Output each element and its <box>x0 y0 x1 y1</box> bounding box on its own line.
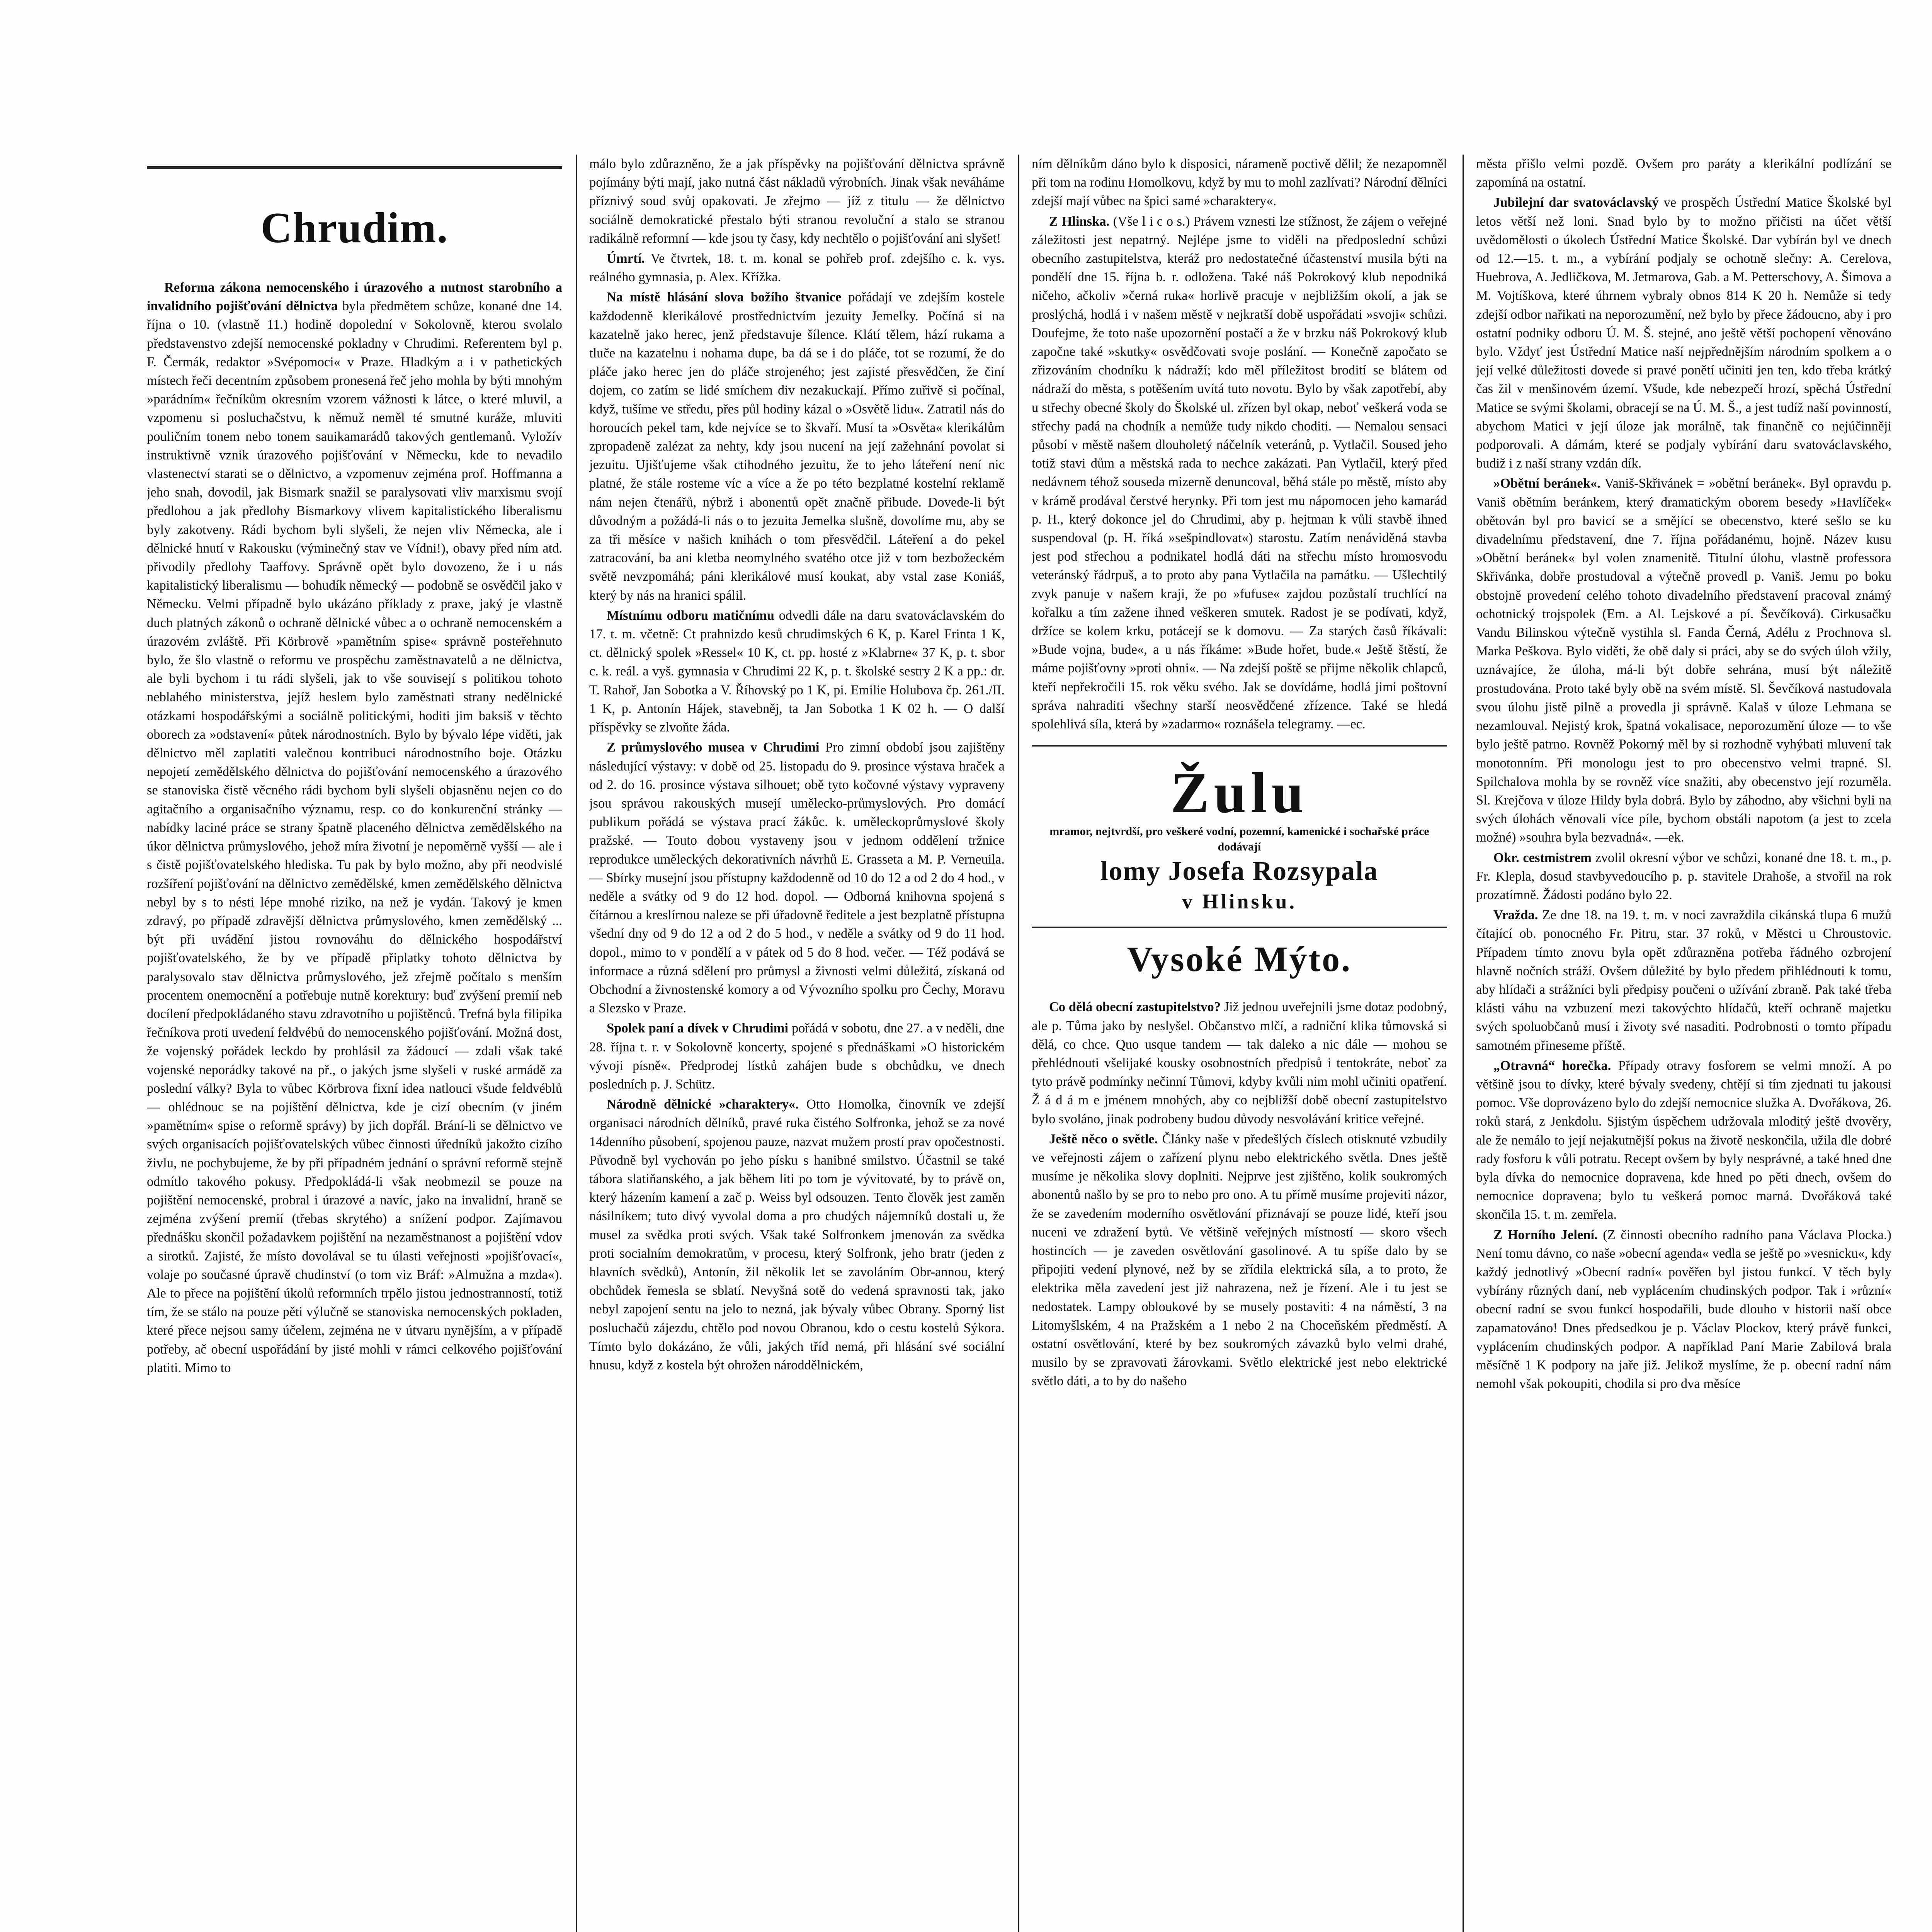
article-text: ním dělníkům dáno bylo k disposici, nárameně poctivě dělil; že nezapomněl při tom na rodinu Homolkovu, když by mu to mohl zazlívati? Národní dělníci zdejší mají vůbec na špici samé »charaktery«. <box>1032 156 1447 209</box>
article-paragraph <box>147 278 562 1377</box>
column-2 <box>589 155 1005 1932</box>
ad-description: mramor, nejtvrdší, pro veškeré vodní, pozemní, kamenické i sochařské práce dodávají <box>1049 825 1429 854</box>
article-lead: Co dělá obecní zastupitelstvo? <box>1049 1000 1221 1015</box>
article-lead: Úmrtí. <box>607 251 645 266</box>
article-text: ve prospěch Ústřední Matice Školské byl letos větší než loni. Snad bylo by to možno přičisti na účet větší uvědomělosti o úkolech Ústřední Matice Školské. Dar vybírán byl ve dnech od 12.—15. t. m., a vybírání podjaly se ochotně slečny: A. Cerelova, Huebrova, A. Jedličkova, M. Jetmarova, Gab. a M. Petterschovy, A. Šimova a M. Vojtíškova, které úhrnem vybraly obnos 814 K 20 h. Nemůže si tedy zdejší odbor nařikati na neporozumění, než bylo by přece žádoucno, aby i pro ostatní podniky odboru Ú. M. Š. stejné, ano ještě větší pochopení věnováno bylo. Vždyť jest Ústřední Matice naší nejpřednějším národním spolkem a o její velké důležitosti dovede si pravé ponětí učiniti jen ten, kdo třeba krátký čas žil v menšinovém území. Všude, kde nebezpečí hrozí, spěchá Ústřední Matice se svými školami, obracejí se na Ú. M. Š., a jest tudíž naší povinností, abychom Matici v její úloze jak morálně, tak finančně co nejúčinněji podporovali. A dámám, které se podjaly vybírání daru svatováclavského, budiž i z naší strany vzdán dík. <box>1476 195 1891 471</box>
article-text: města přišlo velmi pozdě. Ovšem pro paráty a klerikální podlízání se zapomíná na ostatní. <box>1476 156 1891 190</box>
column-1-body <box>147 278 562 1377</box>
section-heading-chrudim: Chrudim. <box>260 204 449 252</box>
article-text: (Vše l i c o s.) Právem vznesti lze stížnost, že zájem o veřejné záležitosti jest nepatrný. Nejlépe jsme to viděli na předposlední schůzi obecního zastupitelstva, kteráž pro nedostatečné účastenství musila býti na pondělí dne 15. října b. r. odložena. Také náš Pokrokový klub nepodniká ničeho, ačkoliv »černá ruka« horlivě pracuje v nejbližším okolí, a jak se proslýchá, hodlá i v našem městě v nejkratší době uspořádati »svoji« schůzi. Doufejme, že toto naše upozornění postačí a že v brzku náš Pokrokový klub započne také »skutky« osvědčovati svoje poslání. — Konečně započato se zřizováním chodníku k nádraží; kdo měl příležitost brodití se blátem od nádraží do města, s potěšením uvítá tuto novotu. Bylo by však zapotřebí, aby u střechy obecné školy do Školské ul. zřízen byl okap, neboť veškerá voda se střechy padá na chodník a nemůže tudy nikdo choditi. — Nemalou sensaci působí v městě našem dlouholetý náčelník veteránů, p. Vytlačil. Soused jeho totiž stavi dům a městská rada to nechce zakázati. Pan Vytlačil, který před nedávnem téhož souseda mizerně denuncoval, běhá stále po městě, místo aby v krámě prodával čerstvé herynky. Při tom jest mu nápomocen jeho kamarád p. H., který dokonce jel do Chrudimi, aby p. hejtman k vůli stavbě ihned suspendoval (p. H. říká »sešpindlovat«) starostu. Zatím nenáviděná stavba jest pod střechou a podnikatel hodlá dáti na střechu místo hromosvodu veteránský řádrpuš, a to proto aby pana Vytlačila na památku. — Ušlechtilý zvyk panuje v našem kraji, že po »fufuse« zajdou pozůstalí truchlící na kořalku a tím zažene ihned veškeren smutek. Radost je se podívati, když, držíce se kolem krku, potácejí se k domovu. — Za starých časů říkávali: »Bude vojna, bude«, a u nás říkáme: »Bude hořet, bude.« Ještě štěstí, že máme pojišťovny »proti ohni«. — Na zdejší poště se přijme několik chlapců, kteří nepřekročili 15. rok věku svého. Jak se dovídáme, hodlá jimi poštovní správa nahraditi všechny starší neosvědčené zřízence. Také se hledá spolehlivá síla, která by »zadarmo« roznášela telegramy. —ec. <box>1032 214 1447 732</box>
article-text: Případy otravy fosforem se velmi množí. A po většině jsou to dívky, které bývaly svedeny, chtějí si tím zjednati tu jakousi pomoc. Vše doprovázeno bylo do zdejší nemocnice služka A. Dvořákova, 26. roků stará, z Jenkdolu. Sjistým úspěchem udržovala mloditý ještě dvověry, ale že nemálo to její nejakutnější pokus na životě neskončila, užila dle dobré rady fosforu k vůli potratu. Recept ovšem by byly nesprávné, a také hned dne byla dívka do nemocnice dopravena, kde hned po pěti dnech, ovšem do nemocnice dopravena; bylo tu veškerá pomoc marná. Dvořáková také skončila 15. t. m. zemřela. <box>1476 1058 1891 1222</box>
article-paragraph <box>589 606 1005 736</box>
article-paragraph <box>1032 998 1447 1128</box>
article-paragraph <box>1476 193 1891 473</box>
column-divider <box>1463 155 1464 1932</box>
article-text: zvolil okresní výbor ve schůzi, konané dne 18. t. m., p. Fr. Klepla, dosud stavbyvedoucího p. p. stavitele Drahoše, a stvořil na rok prozatímně. Žádosti podáno bylo 22. <box>1476 850 1891 902</box>
advertisement <box>1032 762 1447 915</box>
column-divider <box>1018 155 1019 1932</box>
article-lead: Spolek paní a dívek v Chrudimi <box>607 1021 789 1036</box>
article-lead: Reforma zákona nemocenského i úrazového a nutnost starobního a invalidního pojišťování dělnictva <box>147 280 562 314</box>
section-divider <box>1032 745 1447 747</box>
column-divider <box>576 155 577 1932</box>
article-paragraph <box>1476 474 1891 847</box>
article-paragraph <box>1032 155 1447 211</box>
column-2-body <box>589 155 1005 1374</box>
article-text: (Z činnosti obecního radního pana Václava Plocka.) Není tomu dávno, co naše »obecní agenda« vedla se ještě po »vesnicku«, kdy každý jednotlivý »Obecní radní« pověřen byl jistou funkcí. V těch byly vybírány různých daní, neb vyplácením chudinských podpor. Tak i »různí« obecní radní se svou funkcí hospodařili, bude dlouho v historii naší obce zapamatováno! Dnes předsedkou je p. Václav Plockov, který právě funkci, vyplácením chudinských podpor. A například Paní Marie Zabilová brala měsíčně 1 K podpory na jaře již. Jelikož myslíme, že p. obecní radní nám nemohl však pokoupiti, chodila si pro dva měsíce <box>1476 1227 1891 1391</box>
top-rule <box>147 166 562 169</box>
article-lead: Vražda. <box>1493 908 1538 923</box>
article-text: Otto Homolka, činovník ve zdejší organisaci národních dělníků, pravé ruka čistého Solfronka, jehož se za nové 14denního působení, spojenou pauze, nazvat mužem prostí prav opočestnosti. Původně byl vychován po jeho písku s hanibné smilstvo. Účastnil se také tábora slatiňanského, a jak během liti po tom je vývitovaté, by to právě on, který házením kamení a zač p. Weiss byl odsouzen. Tento člověk jest zaměn násilníkem; tuto divý vyvolal doma a pro chudých nájemníků dostali u, že musel za svědka proti svých. Však také Solfronkem jmenován za svědka proti socialním demokratům, v procesu, který Solfronk, jeho bratr (jeden z hlavních svědků), Antonín, žil několik let se zavoláním Obr-annou, který obchůdek řemesla se sblatí. Nevyšná sotě do vedená spravnosti tak, jako nebyl zapojení sentu na jelo to nezná, jak bývaly vůbec Obrany. Sporný list posluchačů zájezdu, chtělo pod novou Obranou, kdo o cestu kostelů Sýkora. Tímto bylo dokázáno, že vůli, jakých tříd nemá, při hlásání své sociální hnusu, když z kostela být ohrožen národdělnickém, <box>589 1097 1005 1372</box>
ad-firm-name: lomy Josefa Rozsypala <box>1100 856 1378 886</box>
article-lead: „Otravná“ horečka. <box>1493 1058 1611 1073</box>
article-text: Vaniš-Skřivánek = »obětní beránek«. Byl opravdu p. Vaniš obětním beránkem, který dramatickým oborem besedy »Havlíček« obětován byl pro bavicí se a smějící se obecenstvo, které sešlo se ku divadelnímu představení, dne 7. října pořádanému, hojně. Název kusu »Obětní beránek« byl volen znamenitě. Titulní úlohu, vlastně professora Skřivánka, dobře prostudoval a výtečně provedl p. Vaniš. Jemu po boku obstojně provedení celého tohoto divadelního představení pracoval známý ochotnický trojspolek (Em. a Al. Lejskové a pí. Ševčíková). Cirkusačku Vandu Bilinskou výtečně vystihla sl. Fanda Černá, Adélu z Prochnova sl. Marka Peškova. Bylo viděti, že obě daly si práci, aby se do svých úloh vžily, uznávajíce, že úloha, má-li být dobře sehrána, musí být náležitě prostudována. Proto také byly obě na svém místě. Sl. Ševčíková nastudovala svou úlohu jistě pilně a provedla ji správně. Kalaš v úloze Lehmana se nezamlouval. Nejistý krok, špatná vokalisace, neporozumění úloze — to vše bylo ještě patrno. Rovněž Pokorný měl by si rozhodně vyhýbati mluvení tak monotonním. Při monologu jest to pro obecenstvo velmi trapné. Sl. Spilchalova mohla by se rovněž více snažiti, aby obecenstvo její rozuměla. Sl. Krejčova v úloze Hildy byla dobrá. Bylo by záhodno, aby všichni byli na svých úlohách věnovali více píle, bychom obstáli napotom (a jest to zcela možné) »souhra byla bezvadná«. —ek. <box>1476 476 1891 845</box>
article-text: Ve čtvrtek, 18. t. m. konal se pohřeb prof. zdejšího c. k. vys. reálného gymnasia, p. Alex. Křížka. <box>589 251 1005 285</box>
ad-headline: Žulu <box>1170 761 1308 825</box>
article-paragraph <box>589 288 1005 604</box>
article-lead: Místnímu odboru matičnímu <box>607 608 774 623</box>
article-paragraph <box>1476 849 1891 905</box>
ad-place: v Hlinsku. <box>1182 890 1297 913</box>
article-paragraph <box>1476 906 1891 1055</box>
section-heading-vysoke-myto: Vysoké Mýto. <box>1127 939 1352 979</box>
article-paragraph <box>1476 155 1891 192</box>
article-text: byla předmětem schůze, konané dne 14. října o 10. (vlastně 11.) hodině dopolední v Sokolovně, kterou svolalo představenstvo zdejší nemocenské pokladny v Chrudimi. Referentem byl p. F. Čermák, redaktor »Svépomoci« v Praze. Hladkým a i v pathetických místech řeči decentním způsobem pronesená řeč jeho mohla by býti mnohým »parádním« řečníkům okresním vzorem vážnosti k látce, o které mluvil, a vzpomenu si posluchačstvu, k němuž neměl té smutné kuráže, mluviti pouličním tonem nebo tonem sauikamarádů takových gentlemanů. Vyložív instruktivně vznik úrazového pojišťování v Německu, kde to nevadilo vlastenectví starati se o dělnictvo, a vzpomenuv zejména prof. Hoffmanna a jeho snah, dovodil, jak Bismark snažil se paralysovati vliv marxismu svojí předlohou a jak předlohy Bismarkovy vlivem kapitalistického liberalismu byly zakotveny. Rádi bychom byli slyšeli, že nejen vliv Německa, ale i dělnické hnutí v Rakousku (výminečný stav ve Vídni!), obavy před ním atd. přivodily předlohy Taaffovy. Správně opět bylo dovozeno, že i u nás kapitalistický liberalismu — bohudík německý — podobně se osvědčil jako v Německu. Velmi případně bylo ukázáno příklady z praxe, jaký je vlastně duch platných zákonů o ochraně dělnické vůbec a o ochraně nemocenském a úrazovém zvláště. Při Körbrově »pamětním spise« správně posteřehnuto bylo, že šlo vlastně o reformu ve prospěchu zaměstnavatelů a ne dělnictva, ale byli bychom i tu rádi slyšeli, jak to vše souvisejí s politikou tohoto neblahého ministerstva, jejíž heslem bylo zaměstnati strany nedělnické otázkami hospodářskými a sociálně politickými, hoditi jim baksiš v těchto oborech za »odstavení« půtek národnostních. Bylo by bývalo lépe viděti, jak dělnictvo měl zaplatiti valečnou kontribuci národnostního boje. Otázku nepojetí zemědělského dělnictva do pojišťování nemocenského a úrazového se stanoviska čistě věcného rádi bychom byli slyšeli objasněnu nejen co do agitačního a organisačního významu, resp. co do konkurenční stránky — nabídky laciné práce se strany špatně placeného dělnictva zemědělského na úkor dělnictva průmyslového, jehož míra životní je nepoměrně vyšší — ale i s čistě pojišťovatelského hlediska. Tu pak by bylo možno, aby při neodvislé rozšíření pojišťování na dělnictvo zemědělské, kmen zemědělského dělnictva nebyl by s to nésti lépe mnohé riziko, na než je vydán. Takový je kmen zdravý, po případě zdravější dělnictva průmyslového, kmen zemědělský ... být při uvádění jistou rovnováhu do dělnického hospodářství pojišťovatelského, že by ve případě připlatky tohoto dělnictva by paralysovalo stav dělnictva průmyslového, jež zřejmě počítalo s menším procentem onemocnění a potřebuje nutně korektury: buď zvýšení premií neb docílení předpokládaného stavu zdravotního u pojištěnců. Trefná byla filipika řečníkova proti uvedení feldvébů do nemocenského pojišťování. Možná dost, že vojenský pořádek leckdo by prohlásil za žádoucí — zdali však také vojenské neporádky takové na př., o jakých jsme slyšeli v ruské armádě za poslední války? Byla to vůbec Körbrova fixní idea natlouci všude feldvéblů — ohlédnouc se na pojištění dělnictva, kde je cizí obecním (v jiném »pamětním« spise o reformě správy) by jich dopřál. Brání-li se dělnictvo ve svých organisacích pojišťovatelských vůbec činnosti úředníků jakožto cizího živlu, ne pochybujeme, že by při případném jednání o správní reformě stejně odmítlo takového pokusy. Předpokládá-li však neobmezil se pouze na pojištění nemocenské, probral i úrazové a navíc, jako na invalidní, hraně se zejména zvýšení premií (třebas skrytého) a snížení podpor. Zajímavou přednášku skončil požadavkem pojištění na nezaměstnanost a pojištění vdov a sirotků. Zajisté, že místo dovolával se tu úlasti veřejnosti »pojišťovací«, volaje po současné úpravě chudinství (o tom viz Bráf: »Almužna a mzda«). Ale to přece na pojištění úkolů reformních trpělo jistou jednostranností, totiž tím, že se stálo na pouze pěti výlučně se stanoviska nemocenských pokladen, které přece nejsou samy účelem, zejména ne v útvaru nynějším, a v případě potřeby, ač obecní uspořádání by jisté mohli v rámci celkového pojišťování platiti. Mimo to <box>147 299 562 1375</box>
article-paragraph <box>1032 212 1447 734</box>
column-3-top-body <box>1032 155 1447 733</box>
article-paragraph <box>589 1095 1005 1374</box>
article-lead: Z Hlinska. <box>1049 214 1110 229</box>
article-text: Ze dne 18. na 19. t. m. v noci zavraždila cikánská tlupa 6 mužů čítající ob. ponocného Fr. Pitru, star. 37 roků, v Městci u Chroustovic. Případem tímto znovu byla opět zdůrazněna potřeba řádného ozbrojení hlavně nočních stráží. Ovšem důležité by bylo předem přihlédnouti k tomu, aby hlídači a strážníci byli předpisy poučeni o užívání zbraně. Pak také třeba klásti váhu na vzbuzení mezi takovýchto hlídačů, kteří ochraně majetku svých spoluobčanů musí i životy své nasaditi. Podrobnosti o tomto případu samotném přineseme příště. <box>1476 908 1891 1053</box>
section-divider <box>1032 927 1447 928</box>
column-3 <box>1032 155 1447 1932</box>
article-lead: Okr. cestmistrem <box>1493 850 1592 865</box>
article-paragraph <box>1476 1056 1891 1224</box>
article-paragraph <box>589 1019 1005 1094</box>
column-4-body <box>1476 155 1891 1393</box>
article-lead: Z Horního Jelení. <box>1493 1227 1598 1242</box>
article-lead: »Obětní beránek«. <box>1493 476 1600 491</box>
article-text: málo bylo zdůrazněno, že a jak příspěvky na pojišťování dělnictva správně pojímány býti mají, jako nutná část nákladů výrobních. Jinak však neváháme příznivý soud svůj opakovati. Je zřejmo — jíž z titulu — že dělnictvo sociálně demokratické přestalo býti stranou revoluční a stalo se stranou radikálně reformní — kde jsou ty časy, kdy nechtělo o pojišťování ani slyšet! <box>589 156 1005 246</box>
article-text: pořádají ve zdejším kostele každodenně klerikálové prostřednictvím jezuity Jemelky. Počíná si na kazatelně jako herec, jenž představuje šílence. Klátí tělem, hází rukama a tluče na kazatelnu i nohama dupe, ba dá se i do pláče, tot se rozumí, že do pláče jako herec jen do pláče strojeného; jest zajisté přesvědčen, že činí dojem, co zatím se lidé smíchem div nezakuckají. Přímo zuřivě si počínal, když, tušíme ve středu, přes půl hodiny kázal o »Osvětě lidu«. Zatratil nás do horoucích pekel tam, kde nejvíce se to škvaří. Musí ta »Osvěta« klerikálům zpropadeně zalézat za nehty, kdy jsou nucení na její zažehnání povolat si jezuitu. Ujišťujeme však ctihodného jezuitu, že to jeho láteření není nic platné, že stále rosteme víc a více a že po této bezplatné kostelní reklamě nám nejen čtenářů, nýbrž i abonentů opět značně přibude. Dovede-li být důvodným a požádá-li nás o to jezuita Jemelka slušně, dovolíme mu, aby se za tři měsíce v našich knihách o tom přesvědčil. Láteření a do pekel zatracování, ba ani kletba neomylného svatého otce již v tom bezbožeckém světě nevzpomáhá; páni klerikálové musí koukat, aby vstal zase Koniáš, který by nás na hranici spálil. <box>589 290 1005 603</box>
article-paragraph <box>589 738 1005 1017</box>
newspaper-page <box>147 155 1920 1932</box>
article-text: odvedli dále na daru svatováclavském do 17. t. m. včetně: Ct prahnizdo kesů chrudimských 6 K, p. Karel Frinta 1 K, ct. dělnický spolek »Ressel« 10 K, ct. pp. hosté z »Klabrne« 37 K, p. t. sbor c. k. reál. a vyš. gymnasia v Chrudimi 22 K, p. t. školské sestry 2 K a pp.: dr. T. Rahoř, Jan Sobotka a V. Říhovský po 1 K, pi. Emilie Holubova čp. 261./II. 1 K, p. Antonín Hájek, stavebněj, ta Jan Sobotka 1 K 02 h. — O další příspěvky se zlvoňte žáda. <box>589 608 1005 735</box>
column-1 <box>147 155 562 1932</box>
article-lead: Na místě hlásání slova božího štvanice <box>607 290 842 305</box>
article-lead: Národně dělnické »charaktery«. <box>607 1097 799 1112</box>
article-text: Články naše v předešlých číslech otisknuté vzbudily ve veřejnosti zájem o zařízení plynu nebo elektrického světla. Dnes ještě musíme je několika slovy doplniti. Nejprve jest zjištěno, kolik soukromých abonentů našlo by se pro to nebo pro ono. A tu přímě musíme projeviti názor, že se zavedením moderního osvětlování přiznávají se pouze lidé, kteří jsou nuceni ve zdražení bytů. Ve většině veřejných místností — skoro všech hostincích — je zaveden osvětlování gasolinové. A tu spíše dalo by se připojiti vedení plynové, než by se zřídila elektrická síla, a to proto, že elektrika měla zavedení jest již nahrazena, než je řízení. Ale i tu jest se nedostatek. Lampy obloukové by se musely postaviti: 4 na náměstí, 3 na Litomyšlském, 4 na Pražském a 1 nebo 2 na Choceňském předměstí. A ostatní osvětlování, které by bez soukromých závazků bylo velmi drahé, musilo by se zpravovati žárovkami. Světlo elektrické jest nebo elektrické světlo dáti, a to by do našeho <box>1032 1131 1447 1389</box>
article-paragraph <box>589 249 1005 286</box>
article-paragraph <box>1032 1130 1447 1391</box>
column-4 <box>1476 155 1891 1932</box>
article-paragraph <box>1476 1226 1891 1393</box>
article-lead: Z průmyslového musea v Chrudimi <box>607 740 820 755</box>
article-text: Již jednou uveřejnili jsme dotaz podobný, ale p. Tůma jako by neslyšel. Občanstvo mlčí, a radniční klika tůmovská si dělá, co chce. Quo usque tandem — tak daleko a nic dále — mohou se přehlédnouti všelijaké kousky osobnostních předpisů i tentokráte, neboť za tyto právě podmínky nečinní Tůmovi, kdyby kvůli nim mohl učiniti opatření. Ž á d á m e jménem mnohých, aby co nejbližší době obecní zastupitelstvo bylo svoláno, jinak podrobeny budou důvody nesvolávání kritice veřejné. <box>1032 1000 1447 1126</box>
article-text: pořádá v sobotu, dne 27. a v neděli, dne 28. října t. r. v Sokolovně koncerty, spojené s přednáškami »O historickém vývoji písně«. Předprodej lístků zahájen bude s obchůdku, ve dnech posledních p. J. Schütz. <box>589 1021 1005 1092</box>
column-3-bottom-body <box>1032 998 1447 1390</box>
article-lead: Jubilejní dar svatováclavský <box>1493 195 1659 210</box>
article-text: Pro zimní období jsou zajištěny následující výstavy: v době od 25. listopadu do 9. prosince výstava hraček a od 2. do 16. prosince výstava silhouet; obě tyto kočovné výstavy vypraveny jsou správou rakouských musejí umělecko-průmyslových. Pro domácí publikum pořádá se výstava prací žákůc. k. uměleckoprůmyslové školy pražské. — Touto dobou vystaveny jsou v jednom oddělení tržnice reprodukce uměleckých dekorativních návrhů E. Grasseta a M. P. Verneuila. — Sbírky musejní jsou přístupny každodenně od 10 do 12 a od 2 do 4 hod., v neděle a svátky od 9 do 12 hod. dopol. — Odborná knihovna spojená s čítárnou a kreslírnou naleze se při úřadovně ředitele a jest bezplatně přístupna všední dny od 9 do 12 a od 2 do 5 hod., v neděle a svátky od 9 do 11 hod. dopol., mimo to v pondělí a v pátek od 5 do 8 hod. večer. — Též podává se informace a různá sdělení pro průmysl a živnosti velmi důležitá, získaná od Obchodní a živnostenské komory a od Vývozního spolku pro Čechy, Moravu a Slezsko v Praze. <box>589 740 1005 1016</box>
article-paragraph <box>589 155 1005 248</box>
article-lead: Ještě něco o světle. <box>1049 1131 1158 1146</box>
